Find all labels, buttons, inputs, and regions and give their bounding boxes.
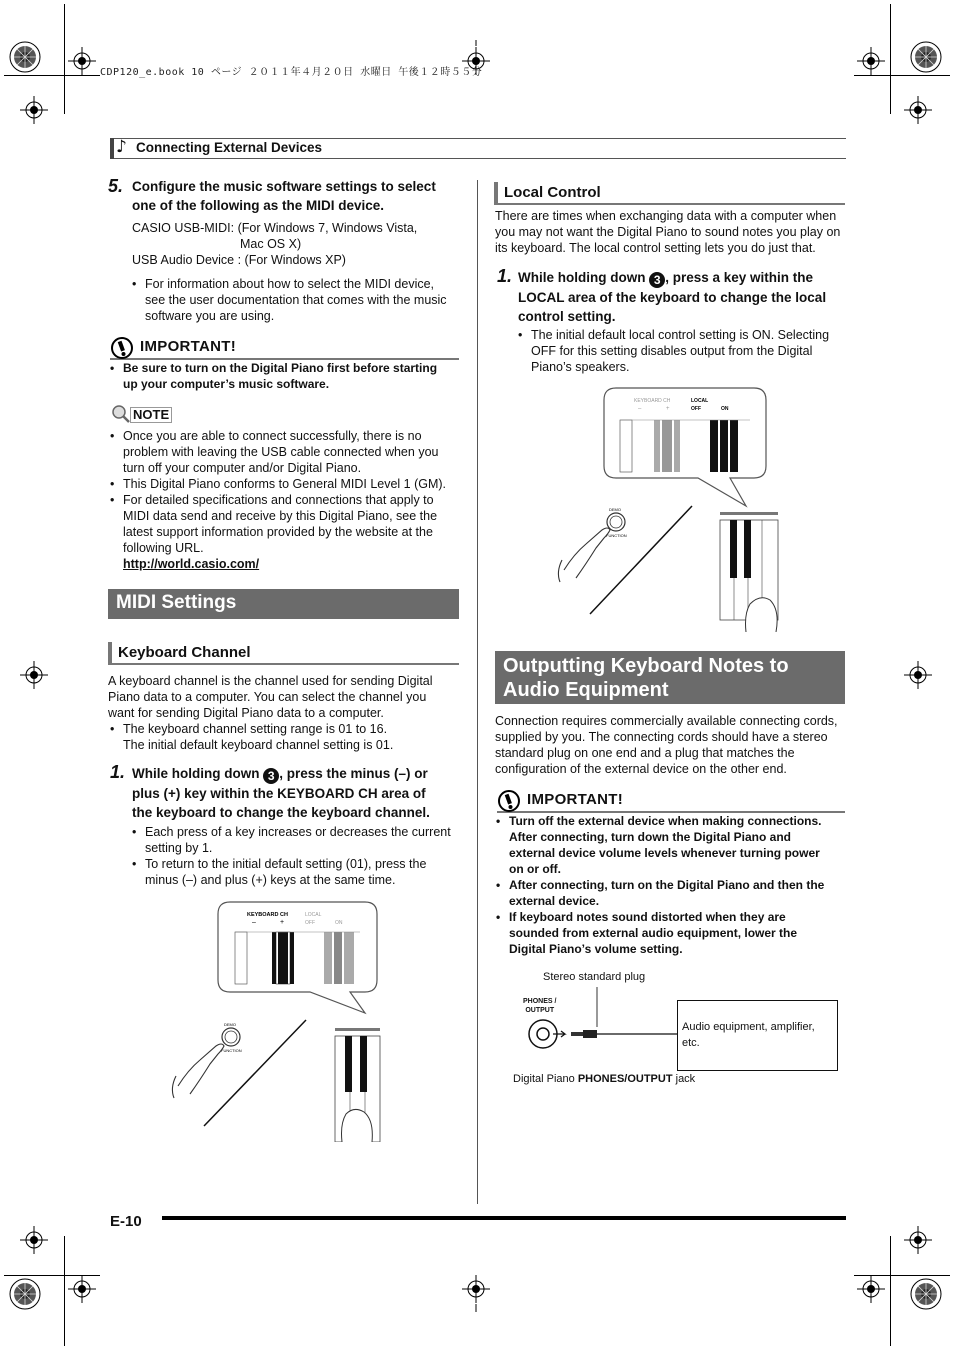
- stereo-plug-label: Stereo standard plug: [543, 971, 646, 983]
- step-1-left: [110, 762, 125, 783]
- step-1-right: [497, 266, 512, 287]
- para-line: want for sending Digital Piano data to a computer.: [108, 706, 384, 720]
- jack-label-line: OUTPUT: [525, 1007, 555, 1014]
- step-text-pre: While holding down: [518, 270, 646, 285]
- important-bullet: • Be sure to turn on the Digital Piano first before starting up your computer’s music software.: [110, 361, 438, 391]
- bullet-line: sounded from external audio equipment, lower the: [509, 926, 798, 940]
- fig-plus-label: +: [666, 406, 670, 412]
- keyboard-channel-figure: [160, 898, 400, 1142]
- step-text-pre: While holding down: [132, 766, 260, 781]
- fig-minus-label: –: [638, 406, 642, 412]
- bullet-line: Piano’s speakers.: [531, 360, 630, 374]
- device-casio-cont: Mac OS X): [240, 237, 302, 251]
- audio-output-title: [503, 654, 789, 702]
- bullet-line: up your computer’s music software.: [123, 377, 330, 391]
- caption-pre: Digital Piano: [513, 1073, 578, 1085]
- fig-minus-label: –: [252, 919, 256, 926]
- note-heading: [110, 404, 180, 426]
- function-button-3-icon: 3: [263, 768, 279, 784]
- bullet-line: software you are using.: [145, 309, 275, 323]
- page-number: E-10: [110, 1213, 142, 1230]
- connection-diagram: [505, 965, 845, 1090]
- important-bullet-3: • If keyboard notes sound distorted when they are sounded from external audio equipment, lower the Digital Piano’s volume setting.: [496, 910, 798, 956]
- equip-line: Audio equipment, amplifier,: [682, 1021, 815, 1033]
- note-bullet-2: • This Digital Piano conforms to General MIDI Level 1 (GM).: [110, 477, 447, 491]
- fig-on-label: ON: [335, 920, 343, 926]
- local-control-illustration: [550, 384, 790, 632]
- step-5: [108, 176, 123, 197]
- para-line: Connection requires commercially available connecting cords,: [495, 714, 838, 728]
- audio-equipment-box: [677, 1000, 838, 1071]
- keyboard-channel-bullet: • The keyboard channel setting range is 01 to 16. The initial default keyboard channel setting is 01.: [110, 722, 394, 752]
- fig-demo-label: DEMO: [609, 507, 621, 512]
- fig-off-label: OFF: [691, 406, 701, 412]
- step-line: plus (+) key within the KEYBOARD CH area of: [132, 786, 426, 801]
- device-usb-audio: USB Audio Device : (For Windows XP): [132, 253, 346, 267]
- caption-bold: PHONES/OUTPUT: [577, 1073, 673, 1085]
- step-5-line: one of the following as the MIDI device.: [132, 198, 385, 213]
- local-control-figure: [550, 384, 790, 632]
- step-5-text: [132, 177, 436, 215]
- bullet-line: see the user documentation that comes with the music: [145, 293, 447, 307]
- important-heading: [497, 789, 845, 813]
- para-line: its keyboard. The local control setting lets you do just that.: [495, 241, 816, 255]
- device-casio: CASIO USB-MIDI: (For Windows 7, Windows Vista,: [132, 221, 418, 235]
- device-list: [132, 220, 417, 268]
- note-bullet-3: • For detailed specifications and connections that apply to MIDI data send and receive by this Digital Piano, see the latest support information provided by the website at the following URL. http://world.casio.com/: [110, 493, 438, 571]
- jack-label-line: PHONES /: [523, 998, 557, 1005]
- note-bullet-1: • Once you are able to connect successfully, there is no problem with leaving the USB cable connected when you turn off your computer and/or Digital Piano.: [110, 429, 439, 475]
- keyboard-channel-illustration: [160, 898, 400, 1142]
- step-1-left-text: [132, 764, 430, 822]
- chapter-header: [110, 138, 846, 158]
- bullet-line: problem with leaving the USB cable connected when you: [123, 445, 439, 459]
- bullet-line: following URL.: [123, 541, 204, 555]
- step-5-line: Configure the music software settings to select: [132, 179, 436, 194]
- exclamation-icon: [497, 789, 523, 813]
- phones-output-label: [523, 997, 556, 1015]
- local-bullet: • The initial default local control setting is ON. Selecting OFF for this setting disables output from the Digital Piano’s speakers.: [518, 328, 830, 374]
- fig-local-label: LOCAL: [305, 912, 322, 918]
- info-bullet: • For information about how to select the MIDI device, see the user documentation that comes with the music software you are using.: [132, 277, 447, 323]
- important-bullet-2: • After connecting, turn on the Digital Piano and then the external device.: [496, 878, 825, 908]
- bullet-line: For detailed specifications and connections that apply to: [123, 493, 434, 507]
- step-number: 1.: [110, 762, 126, 782]
- bullet-line: Each press of a key increases or decreases the current: [145, 825, 451, 839]
- step-number: 5.: [108, 176, 124, 196]
- caption-post: jack: [672, 1073, 696, 1085]
- bullet-line: This Digital Piano conforms to General MIDI Level 1 (GM).: [123, 477, 447, 491]
- step-text-post: , press a key within the: [665, 270, 814, 285]
- important-bullet-1: • Turn off the external device when making connections. After connecting, turn down the Digital Piano and external device volume levels whenever turning power on or off.: [496, 814, 822, 876]
- bullet-line: After connecting, turn on the Digital Piano and then the: [509, 878, 825, 892]
- bullet-line: The initial default keyboard channel setting is 01.: [123, 738, 394, 752]
- fig-function-label: FUNCTION: [221, 1048, 242, 1053]
- bullet-line: setting by 1.: [145, 841, 213, 855]
- important-heading: [110, 336, 459, 360]
- fig-kbch-label: KEYBOARD CH: [247, 912, 288, 918]
- step-1-bullet-2: • To return to the initial default setting (01), press the minus (–) and plus (+) keys at the same time.: [132, 857, 427, 887]
- bullet-line: MIDI data send and receive by this Digital Piano, see the: [123, 509, 438, 523]
- bullet-line: After connecting, turn down the Digital Piano and: [509, 830, 791, 844]
- bullet-line: Be sure to turn on the Digital Piano first before starting: [123, 361, 438, 375]
- casio-url-link[interactable]: http://world.casio.com/: [123, 557, 260, 571]
- exclamation-icon: [110, 336, 136, 360]
- para-line: supplied by you. The connecting cords should have a stereo: [495, 730, 828, 744]
- audio-output-text: [495, 713, 838, 777]
- print-header: CDP120_e.book 10 ページ ２０１１年４月２０日 水曜日 午後１２時５５分: [100, 67, 483, 78]
- fig-plus-label: +: [280, 919, 285, 926]
- equip-line: etc.: [682, 1037, 700, 1049]
- bullet-line: turn off your computer and/or Digital Piano.: [123, 461, 362, 475]
- jack-caption: [513, 1073, 695, 1085]
- local-control-subhead: Local Control: [494, 182, 845, 205]
- bullet-line: external device volume levels whenever turning power: [509, 846, 820, 860]
- bullet-line: Once you are able to connect successfully, there is no: [123, 429, 422, 443]
- note-label: NOTE: [130, 407, 172, 423]
- important-label: IMPORTANT!: [527, 791, 624, 808]
- bullet-line: If keyboard notes sound distorted when they are: [509, 910, 786, 924]
- fig-local-label: LOCAL: [691, 398, 709, 404]
- banner-line: Audio Equipment: [503, 679, 669, 701]
- column-divider: [477, 180, 478, 1204]
- step-text-post: , press the minus (–) or: [279, 766, 428, 781]
- step-1-bullet-1: • Each press of a key increases or decreases the current setting by 1.: [132, 825, 451, 855]
- audio-equipment-label: [682, 1019, 815, 1051]
- bullet-line: latest support information provided by the website at the: [123, 525, 433, 539]
- step-line: LOCAL area of the keyboard to change the local: [518, 290, 827, 305]
- fig-demo-label: DEMO: [224, 1022, 236, 1027]
- bullet-line: external device.: [509, 894, 600, 908]
- bullet-line: OFF for this setting disables output from the Digital: [531, 344, 813, 358]
- step-1-right-text: [518, 268, 826, 326]
- midi-settings-banner: [108, 589, 459, 619]
- bullet-line: Digital Piano’s volume setting.: [509, 942, 683, 956]
- fig-function-label: FUNCTION: [606, 533, 627, 538]
- midi-settings-title: MIDI Settings: [116, 592, 237, 613]
- step-line: the keyboard to change the keyboard channel.: [132, 805, 430, 820]
- bullet-line: For information about how to select the MIDI device,: [145, 277, 435, 291]
- bullet-line: Turn off the external device when making connections.: [509, 814, 822, 828]
- audio-output-banner: [495, 651, 845, 704]
- chapter-title: Connecting External Devices: [136, 140, 323, 155]
- step-number: 1.: [497, 266, 513, 286]
- para-line: standard plug on one end and a plug that matches the: [495, 746, 795, 760]
- para-line: configuration of the external device on the other end.: [495, 762, 787, 776]
- para-line: you may not want the Digital Piano to sound notes you play on: [495, 225, 841, 239]
- bullet-line: minus (–) and plus (+) keys at the same time.: [145, 873, 396, 887]
- para-line: A keyboard channel is the channel used for sending Digital: [108, 674, 433, 688]
- fig-kbch-label: KEYBOARD CH: [634, 398, 671, 404]
- para-line: There are times when exchanging data with a computer when: [495, 209, 837, 223]
- keyboard-channel-text: [108, 673, 433, 721]
- bullet-line: The keyboard channel setting range is 01 to 16.: [123, 722, 388, 736]
- bullet-line: The initial default local control setting is ON. Selecting: [531, 328, 830, 342]
- fig-on-label: ON: [721, 406, 729, 412]
- magnifier-icon: [110, 404, 132, 426]
- local-control-text: [495, 208, 840, 256]
- bullet-line: on or off.: [509, 862, 561, 876]
- step-line: control setting.: [518, 309, 616, 324]
- music-note-icon: ♪: [116, 137, 127, 157]
- footer-rule: [162, 1216, 846, 1220]
- important-label: IMPORTANT!: [140, 338, 237, 355]
- function-button-3-icon: 3: [649, 272, 665, 288]
- bullet-line: To return to the initial default setting (01), press the: [145, 857, 427, 871]
- fig-off-label: OFF: [305, 920, 315, 926]
- keyboard-channel-subhead: Keyboard Channel: [108, 642, 459, 665]
- banner-line: Outputting Keyboard Notes to: [503, 655, 789, 677]
- para-line: Piano data to a computer. You can select the channel you: [108, 690, 427, 704]
